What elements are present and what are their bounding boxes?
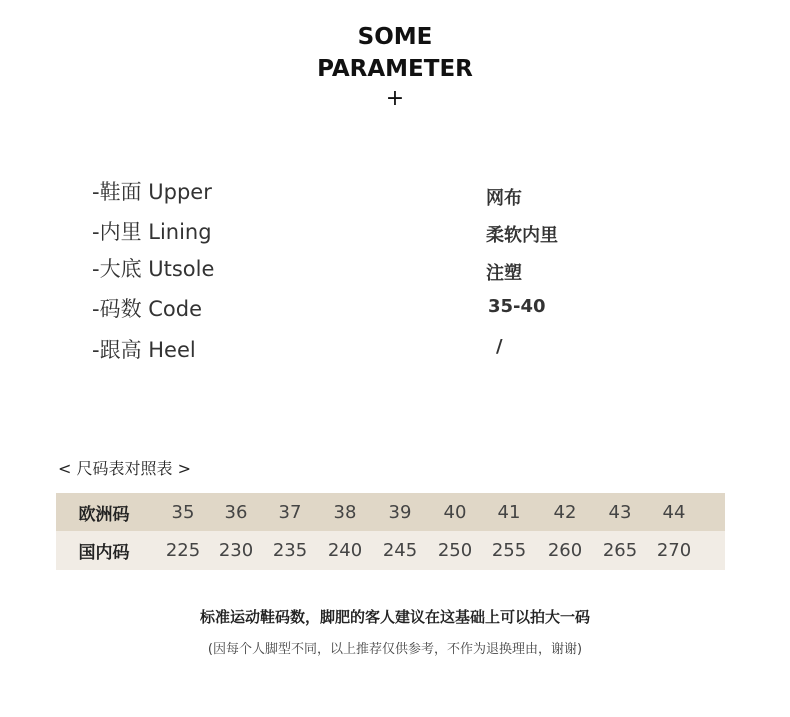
param-label-upper: -鞋面 Upper xyxy=(92,180,212,204)
size-cell: 35 xyxy=(171,501,195,523)
size-chart-table xyxy=(56,493,725,570)
size-cell: 230 xyxy=(218,540,254,561)
size-row-cn xyxy=(56,531,725,570)
size-cell: 240 xyxy=(327,540,363,561)
size-cell: 235 xyxy=(272,540,308,561)
param-label-lining: -内里 Lining xyxy=(92,220,212,244)
param-value-lining: 柔软内里 xyxy=(486,225,558,246)
size-cell: 255 xyxy=(491,540,527,561)
size-cell: 250 xyxy=(437,540,473,561)
size-cell: 43 xyxy=(608,501,632,523)
size-cell: 44 xyxy=(662,501,686,523)
param-value-upper: 网布 xyxy=(486,188,522,209)
param-value-outsole: 注塑 xyxy=(486,263,522,284)
param-value-heel: / xyxy=(496,336,503,357)
size-cell: 260 xyxy=(547,540,583,561)
size-cell: 41 xyxy=(497,501,521,523)
size-row-header: 欧洲码 xyxy=(78,504,130,525)
size-advice-note: 标准运动鞋码数，脚肥的客人建议在这基础上可以拍大一码 xyxy=(199,608,590,626)
size-cell: 225 xyxy=(165,540,201,561)
size-cell: 265 xyxy=(602,540,638,561)
size-cell: 38 xyxy=(333,501,357,523)
param-label-code: -码数 Code xyxy=(92,297,203,321)
size-chart-caption: < 尺码表对照表 > xyxy=(58,459,191,478)
size-cell: 42 xyxy=(553,501,577,523)
plus-icon: + xyxy=(385,86,405,111)
size-disclaimer-note: (因每个人脚型不同，以上推荐仅供参考，不作为退换理由，谢谢) xyxy=(207,642,583,657)
size-cell: 245 xyxy=(382,540,418,561)
size-row-header: 国内码 xyxy=(78,543,130,563)
size-cell: 36 xyxy=(224,501,248,523)
size-cell: 40 xyxy=(443,501,467,523)
size-cell: 37 xyxy=(278,501,302,523)
param-value-code: 35-40 xyxy=(488,296,546,317)
title-line-1: SOME xyxy=(357,24,433,50)
param-label-heel: -跟高 Heel xyxy=(92,338,196,362)
title-line-2: PARAMETER xyxy=(317,56,473,82)
size-cell: 270 xyxy=(656,540,692,561)
param-label-outsole: -大底 Utsole xyxy=(92,257,215,281)
size-cell: 39 xyxy=(388,501,412,523)
size-row-eu xyxy=(56,493,725,531)
